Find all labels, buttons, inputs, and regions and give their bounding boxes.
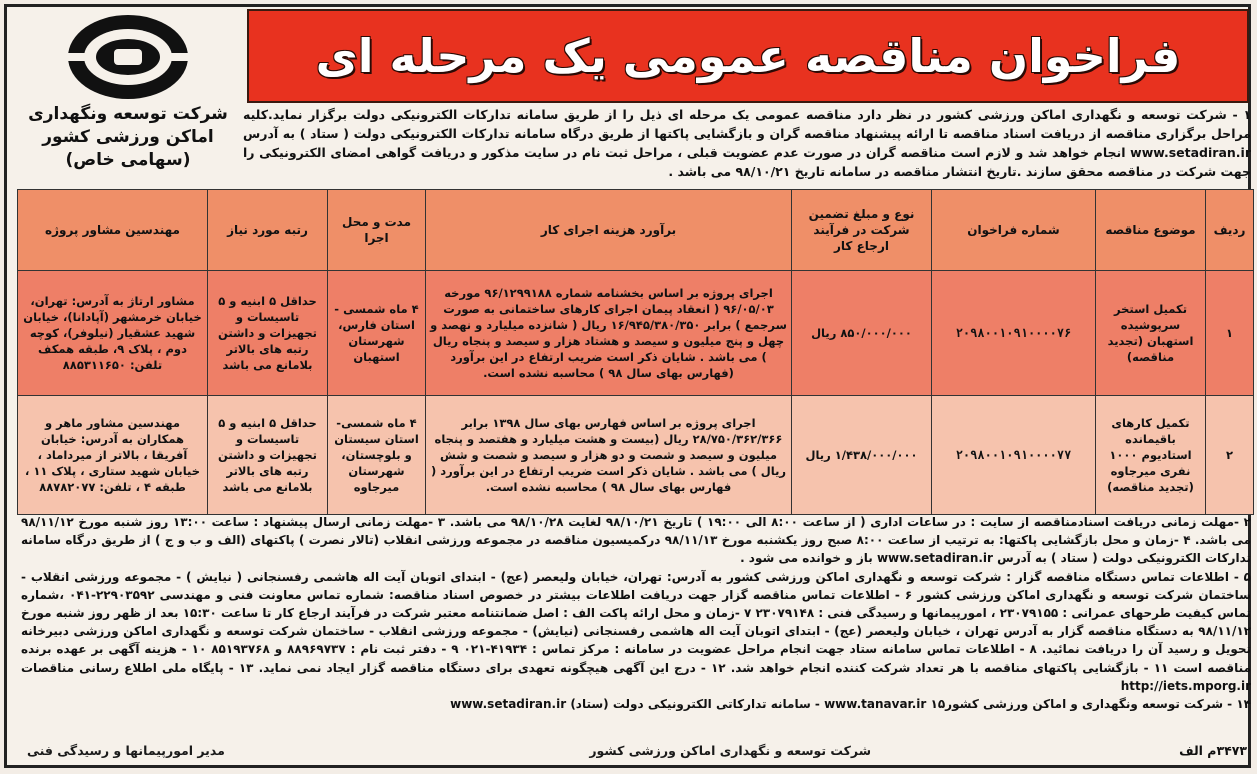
table-row (18, 271, 1254, 396)
col-header-duration: مدت و محل اجرا (328, 190, 426, 271)
cell-call-no: ۲۰۹۸۰۰۱۰۹۱۰۰۰۰۷۷ (932, 396, 1096, 515)
col-header-estimate: برآورد هزینه اجرای کار (426, 190, 792, 271)
intro-paragraph: ۱ - شرکت توسعه و نگهداری اماکن ورزشی کشور در نظر دارد مناقصه عمومی یک مرحله ای ذیل را از طریق سامانه تدارکات الکترونیکی دولت برگزار نماید.کلیه مراحل برگزاری مناقصه از دریافت اسناد مناقصه تا ارائه پیشنهاد مناقصه گران و بازگشایی پاکتها از طریق درگاه سامانه تدارکات الکترونیکی دولت ( ستاد ) به آدرس www.setadiran.ir انجام خواهد شد و لازم است مناقصه گران در صورت عدم عضویت قبلی ، مراحل ثبت نام در سایت مذکور و دریافت گواهی امضای الکترونیکی را جهت شرکت در مناقصه محقق سازند .تاریخ انتشار مناقصه در سامانه تاریخ ۹۸/۱۰/۲۱ می باشد . (243, 107, 1251, 179)
company-name-line: اماکن ورزشی کشور (42, 127, 214, 147)
cell-row-no: ۱ (1206, 271, 1254, 396)
cell-guarantee: ۸۵۰/۰۰۰/۰۰۰ ریال (792, 271, 932, 396)
cell-duration: ۴ ماه شمسی - استان فارس، شهرستان استهبان (328, 271, 426, 396)
col-header-row-no: ردیف (1206, 190, 1254, 271)
company-name-line: شرکت توسعه ونگهداری (28, 104, 228, 124)
col-header-guarantee: نوع و مبلغ تضمین شرکت در فرآیند ارجاع کار (792, 190, 932, 271)
tender-advertisement (4, 4, 1251, 768)
signature-footer (21, 741, 1251, 765)
footer-org-name: شرکت توسعه و نگهداری اماکن ورزشی کشور (589, 743, 871, 758)
company-name (13, 103, 243, 172)
cell-guarantee: ۱/۴۳۸/۰۰۰/۰۰۰ ریال (792, 396, 932, 515)
table-header-row (18, 190, 1254, 271)
cell-grade: حداقل ۵ ابنیه و ۵ تاسیسات و تجهیزات و داشتن رتبه های بالاتر بلامانع می باشد (208, 271, 328, 396)
col-header-subject: موضوع مناقصه (1096, 190, 1206, 271)
cell-estimate: اجرای پروژه بر اساس فهارس بهای سال ۱۳۹۸ برابر ۲۸/۷۵۰/۳۶۲/۳۶۶ ریال (بیست و هشت میلیارد و هفتصد و پنجاه میلیون و سیصد و شصت و دو هزار و سیصد و شصت و شش ریال ) می باشد . شایان ذکر است ضریب ارتفاع در این برآورد ( فهارس بهای سال ۹۸ ) محاسبه نشده است. (426, 396, 792, 515)
conditions-paragraph: ۲ -مهلت زمانی دریافت اسنادمناقصه از سایت : در ساعات اداری ( از ساعت ۸:۰۰ الی ۱۹:۰۰ ) تاریخ ۹۸/۱۰/۲۱ لغایت ۹۸/۱۰/۲۸ می باشد. ۳ -مهلت زمانی ارسال پیشنهاد : ساعت ۱۳:۰۰ روز شنبه مورخ ۹۸/۱۱/۱۲ می باشد. ۴ -زمان و محل بازگشایی پاکتها: به ترتیب از ساعت ۸:۰۰ صبح روز یکشنبه مورخ ۹۸/۱۱/۱۳ درکمیسیون مناقصه در مجموعه ورزشی انقلاب (تالار نصرت ) پاکتهای (الف و ب و ج ) از طریق درگاه سامانه تدارکات الکترونیکی دولت ( ستاد ) به آدرس www.setadiran.ir باز و خوانده می شود . (21, 515, 1251, 566)
cell-subject: تکمیل استخر سرپوشیده استهبان (تجدید مناقصه) (1096, 271, 1206, 396)
cell-grade: حداقل ۵ ابنیه و ۵ تاسیسات و تجهیزات و داشتن رتبه های بالاتر بلامانع می باشد (208, 396, 328, 515)
company-name-line: (سهامی خاص) (65, 150, 191, 170)
conditions-paragraph: ۵ - اطلاعات تماس دستگاه مناقصه گزار : شرکت توسعه و نگهداری اماکن ورزشی کشور به آدرس: تهران، خیابان ولیعصر (عج) - ابتدای اتوبان آیت اله هاشمی رفسنجانی ( نیایش ) - مجموعه ورزشی انقلاب - ساختمان شرکت توسعه و نگهداری اماکن ورزشی کشور ۶ - اطلاعات تماس مناقصه گزار جهت دریافت اطلاعات بیشتر در خصوص اسناد مناقصه: شماره تماس معاونت فنی و مهندسی ۲۲۹۰۳۵۹۲-۰۴۱ ،شماره تماس کیفیت طرحهای عمرانی : ۲۳۰۷۹۱۵۵ ، امورپیمانها و رسیدگی فنی : ۲۳۰۷۹۱۴۸ ۷ -زمان و محل ارائه پاکت الف : اصل ضمانتنامه معتبر شرکت در فرآیند ارجاع کار تا ساعت ۱۵:۳۰ بعد از ظهر روز شنبه مورخ ۹۸/۱۱/۱۲ به دستگاه مناقصه گزار به آدرس تهران ، خیابان ولیعصر (عج) - ابتدای اتوبان آیت اله هاشمی رفسنجانی (نیایش) - مجموعه ورزشی انقلاب - ساختمان شرکت توسعه و نگهداری اماکن ورزشی دبیرخانه تحویل و رسید آن را دریافت نمائید. ۸ - اطلاعات تماس سامانه ستاد جهت انجام مراحل عضویت در سامانه : مرکز تماس : ۴۱۹۳۴-۰۲۱ ۹ - دفتر ثبت نام : ۸۸۹۶۹۷۳۷ و ۸۵۱۹۳۷۶۸ ۱۰ - هزینه آگهی بر عهده برنده مناقصه است ۱۱ - بازگشایی پاکتهای مناقصه با هر تعداد شرکت کننده انجام خواهد شد. ۱۲ - درج این آگهی هیچگونه تعهدی برای دستگاه مناقصه گزار ایجاد نمی نماید. ۱۳ - پایگاه ملی اطلاع رسانی مناقصات http://iets.mporg.ir (21, 569, 1251, 693)
company-logo-icon (66, 13, 190, 101)
table-row (18, 396, 1254, 515)
footer-signatory: مدیر امورپیمانها و رسیدگی فنی (27, 743, 225, 758)
col-header-call-no: شماره فراخوان (932, 190, 1096, 271)
cell-subject: تکمیل کارهای باقیمانده استادیوم ۱۰۰۰ نفری میرجاوه (تجدید مناقصه) (1096, 396, 1206, 515)
cell-consultant: مشاور ارتاژ به آدرس: تهران، خیابان خرمشهر (آپادانا)، خیابان شهید عشقیار (نیلوفر)، کوچه دوم ، پلاک ۹، طبقه همکف تلفن: ۸۸۵۳۱۱۶۵۰ (18, 271, 208, 396)
ad-code: ۳۴۷۳م الف (1179, 743, 1247, 758)
page-title: فراخوان مناقصه عمومی یک مرحله ای (315, 29, 1181, 83)
conditions-paragraph: ۱۴ - شرکت توسعه ونگهداری و اماکن ورزشی کشورwww.tanavar.ir ۱۵ - سامانه تدارکاتی الکترونیکی دولت (ستاد) www.setadiran.ir (450, 697, 1251, 712)
cell-call-no: ۲۰۹۸۰۰۱۰۹۱۰۰۰۰۷۶ (932, 271, 1096, 396)
col-header-grade: رتبه مورد نیاز (208, 190, 328, 271)
company-logo-block (13, 11, 243, 181)
title-banner (247, 9, 1249, 103)
cell-row-no: ۲ (1206, 396, 1254, 515)
conditions-text (21, 513, 1251, 741)
cell-consultant: مهندسین مشاور ماهر و همکاران به آدرس: خیابان آفریقا ، بالاتر از میرداماد ، خیابان شهید ستاری ، پلاک ۱۱ ، طبقه ۴ ، تلفن: ۸۸۷۸۲۰۷۷ (18, 396, 208, 515)
tender-table (17, 189, 1254, 515)
col-header-consultant: مهندسین مشاور پروژه (18, 190, 208, 271)
cell-estimate: اجرای پروژه بر اساس بخشنامه شماره ۹۶/۱۲۹۹۱۸۸ مورخه ۹۶/۰۵/۰۳ ( انعقاد پیمان اجرای کارهای ساختمانی به صورت سرجمع ) برابر ۱۶/۹۴۵/۳۸۰/۳۵۰ ریال ( شانزده میلیارد و نهصد و چهل و پنج میلیون و سیصد و هشتاد هزار و سیصد و پنجاه ریال ) می باشد . شایان ذکر است ضریب ارتفاع در این برآورد (فهارس بهای سال ۹۸ ) محاسبه نشده است. (426, 271, 792, 396)
cell-duration: ۴ ماه شمسی- استان سیستان و بلوچستان، شهرستان میرجاوه (328, 396, 426, 515)
